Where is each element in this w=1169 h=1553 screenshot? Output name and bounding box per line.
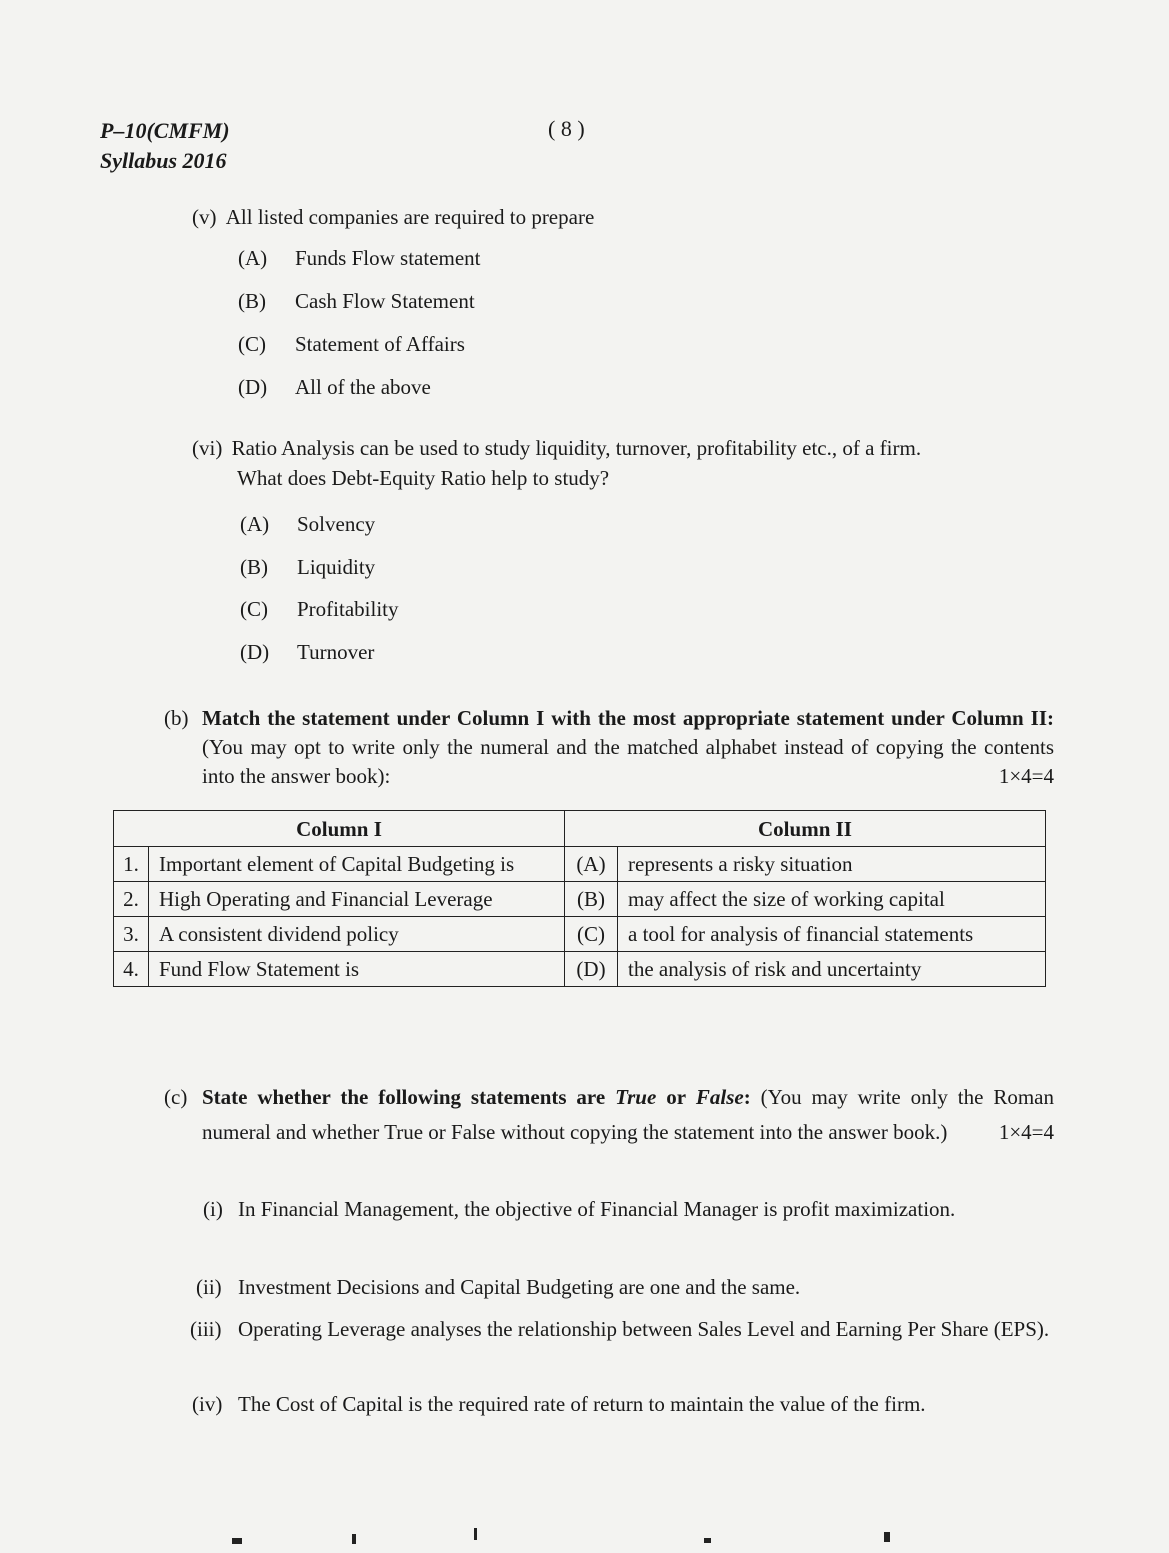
question-text-line2: What does Debt-Equity Ratio help to study? <box>237 466 610 490</box>
table-row <box>114 917 1046 952</box>
statement-iv <box>192 1387 1054 1422</box>
row-letter: (D) <box>565 952 618 987</box>
option-text: Statement of Affairs <box>295 332 465 356</box>
statement-number: (i) <box>203 1197 223 1221</box>
false-word: False <box>695 1085 744 1109</box>
column-1-cell: Fund Flow Statement is <box>149 952 565 987</box>
table-row <box>114 847 1046 882</box>
option-text: All of the above <box>295 375 431 399</box>
option-label: (B) <box>240 555 268 579</box>
row-letter: (C) <box>565 917 618 952</box>
paper-code: P–10(CMFM) <box>100 118 230 143</box>
statement-text: In Financial Management, the objective of Financial Manager is profit maximization. <box>238 1197 956 1221</box>
statement-text: Investment Decisions and Capital Budgeting are one and the same. <box>238 1275 801 1299</box>
question-text-line1: Ratio Analysis can be used to study liquidity, turnover, profitability etc., of a firm. <box>231 436 922 460</box>
true-word: True <box>615 1085 657 1109</box>
scan-speck <box>884 1532 890 1542</box>
option-label: (B) <box>238 289 266 313</box>
scan-speck <box>232 1538 242 1544</box>
column-1-cell: High Operating and Financial Leverage <box>149 882 565 917</box>
row-number: 4. <box>114 952 149 987</box>
column-2-cell: the analysis of risk and uncertainty <box>618 952 1046 987</box>
statement-number: (iii) <box>190 1317 222 1341</box>
scan-speck <box>704 1538 711 1543</box>
row-letter: (B) <box>565 882 618 917</box>
option-text: Liquidity <box>297 555 376 579</box>
column-2-header: Column II <box>565 811 1046 847</box>
scan-speck <box>474 1528 477 1540</box>
column-1-cell: Important element of Capital Budgeting is <box>149 847 565 882</box>
or-word: or <box>666 1085 687 1109</box>
statement-text: Operating Leverage analyses the relationship between Sales Level and Earning Per Share (EPS). <box>238 1317 1050 1341</box>
section-b-bold-text: Match the statement under Column I with the most appropriate statement under Column II: <box>202 706 1054 730</box>
option-label: (A) <box>238 246 268 270</box>
option-label: (A) <box>240 512 270 536</box>
column-1-cell: A consistent dividend policy <box>149 917 565 952</box>
option-label: (D) <box>240 640 270 664</box>
syllabus-year: Syllabus 2016 <box>100 148 227 173</box>
marks: 1×4=4 <box>998 1120 1054 1144</box>
column-1-header: Column I <box>114 811 565 847</box>
option-text: Funds Flow statement <box>295 246 481 270</box>
scan-speck <box>352 1534 356 1544</box>
question-number: (v) <box>192 205 217 229</box>
colon: : <box>743 1085 751 1109</box>
section-label: (b) <box>164 706 189 730</box>
match-table <box>113 810 1046 987</box>
statement-iii <box>190 1312 1054 1347</box>
question-number: (vi) <box>192 436 223 460</box>
section-c-text: (You may write only the Roman numeral and whether True or False without copying the statement into the answer book.) <box>202 1085 1054 1144</box>
statement-i <box>203 1192 1054 1227</box>
option-text: Profitability <box>297 597 399 621</box>
statement-ii <box>196 1270 1054 1305</box>
row-number: 1. <box>114 847 149 882</box>
statement-number: (iv) <box>192 1392 223 1416</box>
statement-text: The Cost of Capital is the required rate of return to maintain the value of the firm. <box>238 1392 926 1416</box>
section-b-text: (You may opt to write only the numeral and the matched alphabet instead of copying the contents into the answer book): <box>202 735 1054 788</box>
row-number: 3. <box>114 917 149 952</box>
option-label: (C) <box>238 332 266 356</box>
marks: 1×4=4 <box>998 764 1054 788</box>
option-text: Solvency <box>297 512 376 536</box>
statement-number: (ii) <box>196 1275 222 1299</box>
column-2-cell: may affect the size of working capital <box>618 882 1046 917</box>
section-label: (c) <box>164 1085 188 1109</box>
option-label: (D) <box>238 375 268 399</box>
section-c-bold-text: State whether the following statements are <box>202 1085 606 1109</box>
row-letter: (A) <box>565 847 618 882</box>
section-b-instructions <box>164 704 1054 791</box>
page-number: ( 8 ) <box>548 116 585 141</box>
option-text: Cash Flow Statement <box>295 289 475 313</box>
table-row <box>114 952 1046 987</box>
question-v <box>192 202 594 232</box>
section-c-instructions <box>164 1080 1054 1150</box>
row-number: 2. <box>114 882 149 917</box>
column-2-cell: represents a risky situation <box>618 847 1046 882</box>
paper-header <box>100 116 230 176</box>
column-2-cell: a tool for analysis of financial statements <box>618 917 1046 952</box>
table-header-row <box>114 811 1046 847</box>
question-vi <box>192 433 1062 493</box>
question-text: All listed companies are required to prepare <box>225 205 595 229</box>
option-label: (C) <box>240 597 268 621</box>
option-text: Turnover <box>297 640 375 664</box>
table-row <box>114 882 1046 917</box>
